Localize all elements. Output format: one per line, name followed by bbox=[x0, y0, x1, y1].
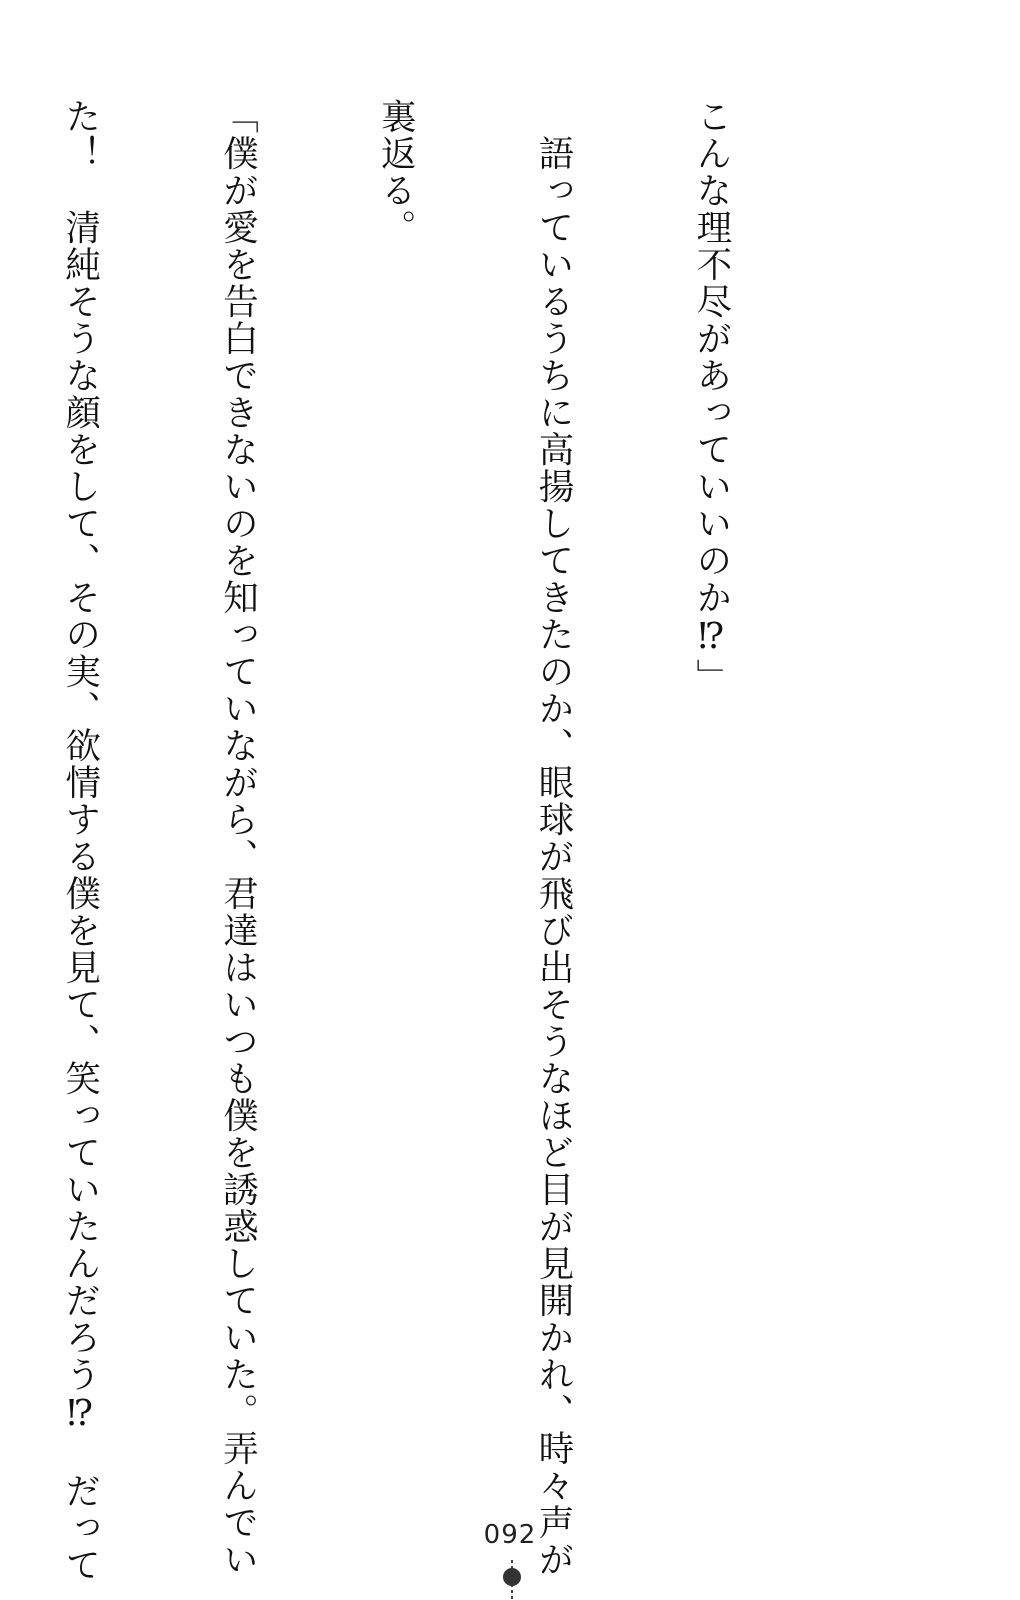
text-line: 「僕が愛を告白できないのを知っていながら、君達はいつも僕を誘惑していた。弄んでい bbox=[217, 98, 259, 1578]
text-line: 裏返る。 bbox=[375, 98, 417, 246]
page-number: 092 bbox=[483, 1520, 537, 1550]
page-dot-icon bbox=[503, 1568, 521, 1586]
text-line: こんな理不尽があっていいのか⁉」 bbox=[690, 98, 732, 696]
text-line: た！ 清純そうな顔をして、その実、欲情する僕を見て、笑っていたんだろう⁉ だって bbox=[59, 98, 101, 1584]
text-line: 語っているうちに高揚してきたのか、眼球が飛び出そうなほど目が見開かれ、時々声が bbox=[533, 98, 575, 1578]
